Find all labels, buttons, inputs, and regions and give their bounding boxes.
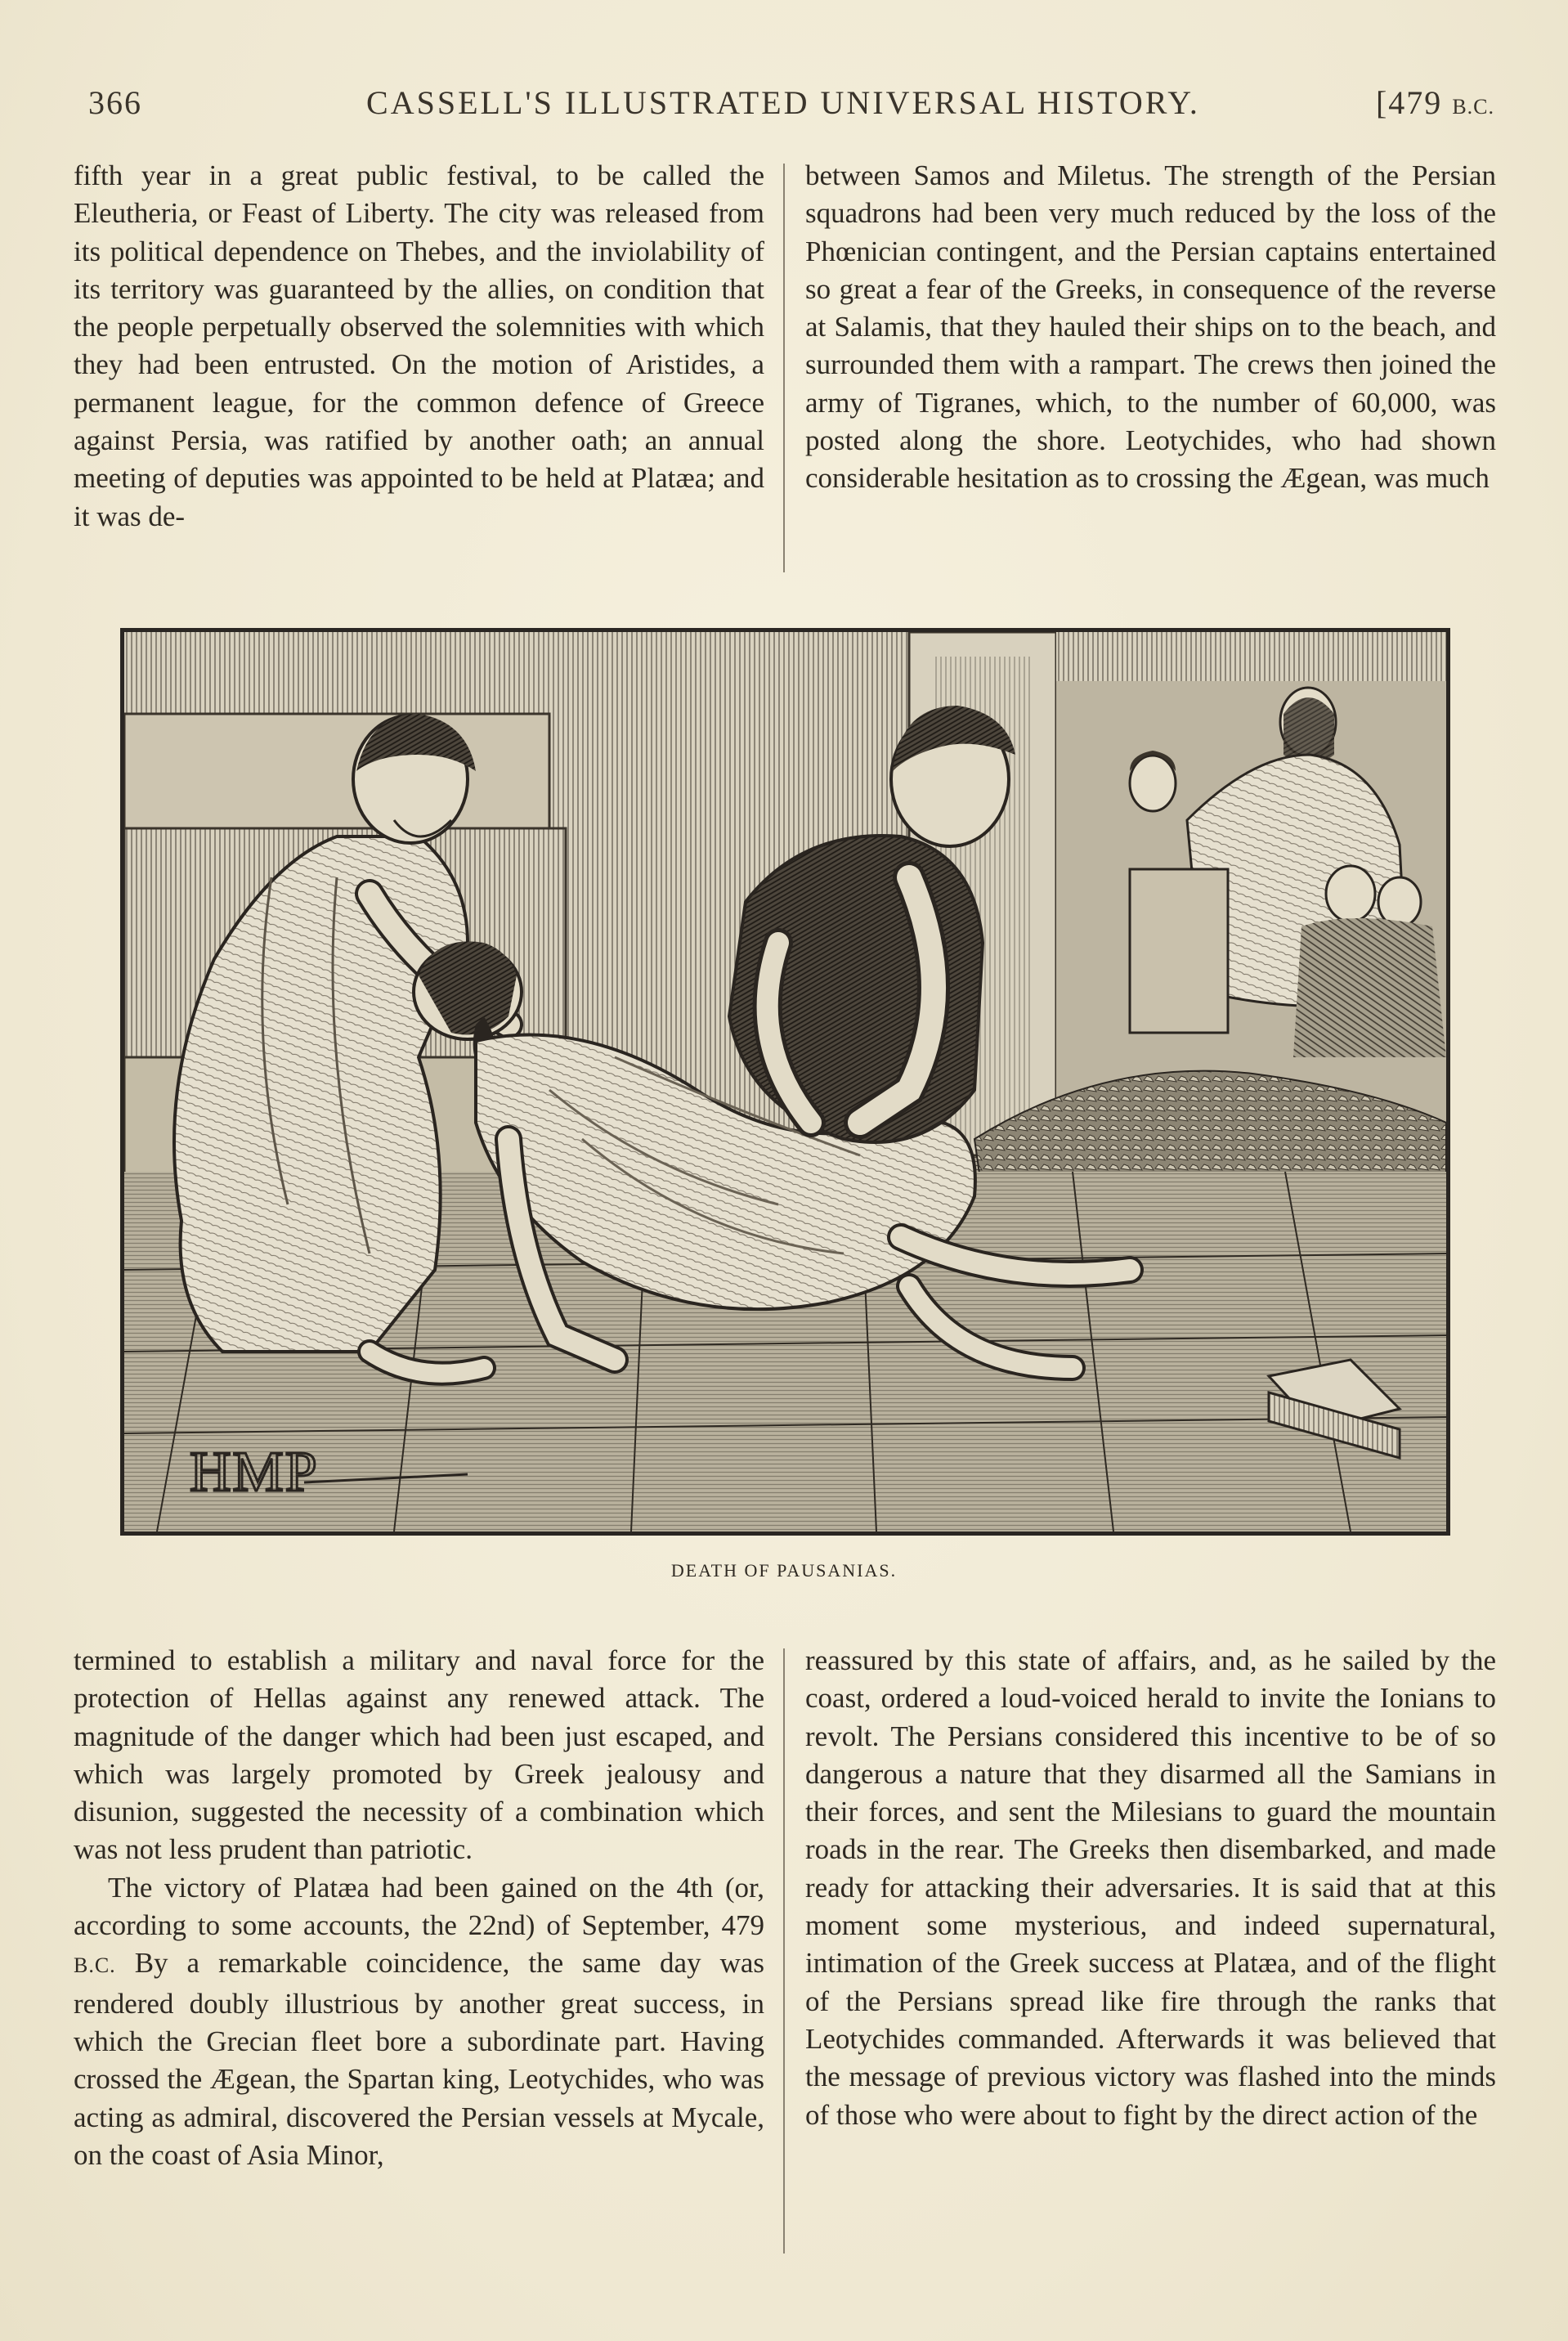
column-bottom-right [805,1642,1496,2134]
paragraph: termined to establish a military and naval force for the protection of Hellas against any renewed attack. The magnitude of the danger which had been just escaped, and which was largely promoted by Greek jealousy and disunion, suggested the necessity of a combination which was not less prudent than patriotic. [74,1644,764,1866]
header-date [1376,83,1494,122]
header-era: B.C. [1452,95,1494,119]
page-number: 366 [88,84,142,121]
artist-signature: HMP [190,1441,319,1504]
column-top-right [805,157,1496,498]
engraving-illustration [120,628,1450,1536]
paragraph-text: By a remarkable coincidence, the same day was rendered doubly illustrious by another great success, in which the Grecian fleet bore a subordinate part. Having crossed the Ægean, the Spartan king, Leotychides, who was acting as admiral, discovered the Persian vessels at Mycale, on the coast of Asia Minor, [74,1947,765,2171]
column-divider-top [783,164,785,572]
paragraph: reassured by this state of affairs, and, as he sailed by the coast, ordered a loud-voiced herald to invite the Ionians to revolt. The Persians considered this incentive to be of so dangerous a nature that they disarmed all the Samians in their forces, and sent the Milesians to guard the mountain roads in the rear. The Greeks then disembarked, and made ready for attacking their adversaries. It is said that at this moment some mysterious, and indeed supernatural, intimation of the Greek success at Platæa, and of the flight of the Persians spread like fire through the ranks that Leotychides commanded. Afterwards it was believed that the message of previous victory was flashed into the minds of those who were about to fight by the direct action of the [805,1644,1496,2131]
era-abbreviation: B.C. [74,1953,116,1978]
book-title: CASSELL'S ILLUSTRATED UNIVERSAL HISTORY. [366,84,1200,121]
column-divider-bottom [783,1648,785,2254]
running-header [72,72,1494,129]
engraving-drawing [124,632,1446,1532]
paragraph: between Samos and Miletus. The strength of the Persian squadrons had been very much reduced by the loss of the Phœnician contingent, and the Persian captains entertained so great a fear of the Greeks, in consequence of the reverse at Salamis, that they hauled their ships on to the beach, and surrounded them with a rampart. The crews then joined the army of Tigranes, which, to the number of 60,000, was posted along the shore. Leotychides, who had shown considerable hesitation as to crossing the Ægean, was much [805,159,1496,495]
illustration-caption: DEATH OF PAUSANIAS. [670,1560,898,1581]
column-bottom-left [74,1642,764,2174]
paragraph-text: The victory of Platæa had been gained on the 4th (or, according to some accounts, the 22nd) of September, 479 [74,1871,764,1942]
paragraph [74,1869,764,2174]
column-top-left [74,157,764,536]
header-year: [479 [1375,84,1443,121]
paragraph: fifth year in a great public festival, to be called the Eleutheria, or Feast of Liberty. The city was released from its political dependence on Thebes, and the inviolability of its territory was guaranteed by the allies, on condition that the people perpetually observed the solemnities with which they had been entrusted. On the motion of Aristides, a permanent league, for the common defence of Greece against Persia, was ratified by another oath; an annual meeting of deputies was appointed to be held at Platæa; and it was de- [74,159,764,532]
